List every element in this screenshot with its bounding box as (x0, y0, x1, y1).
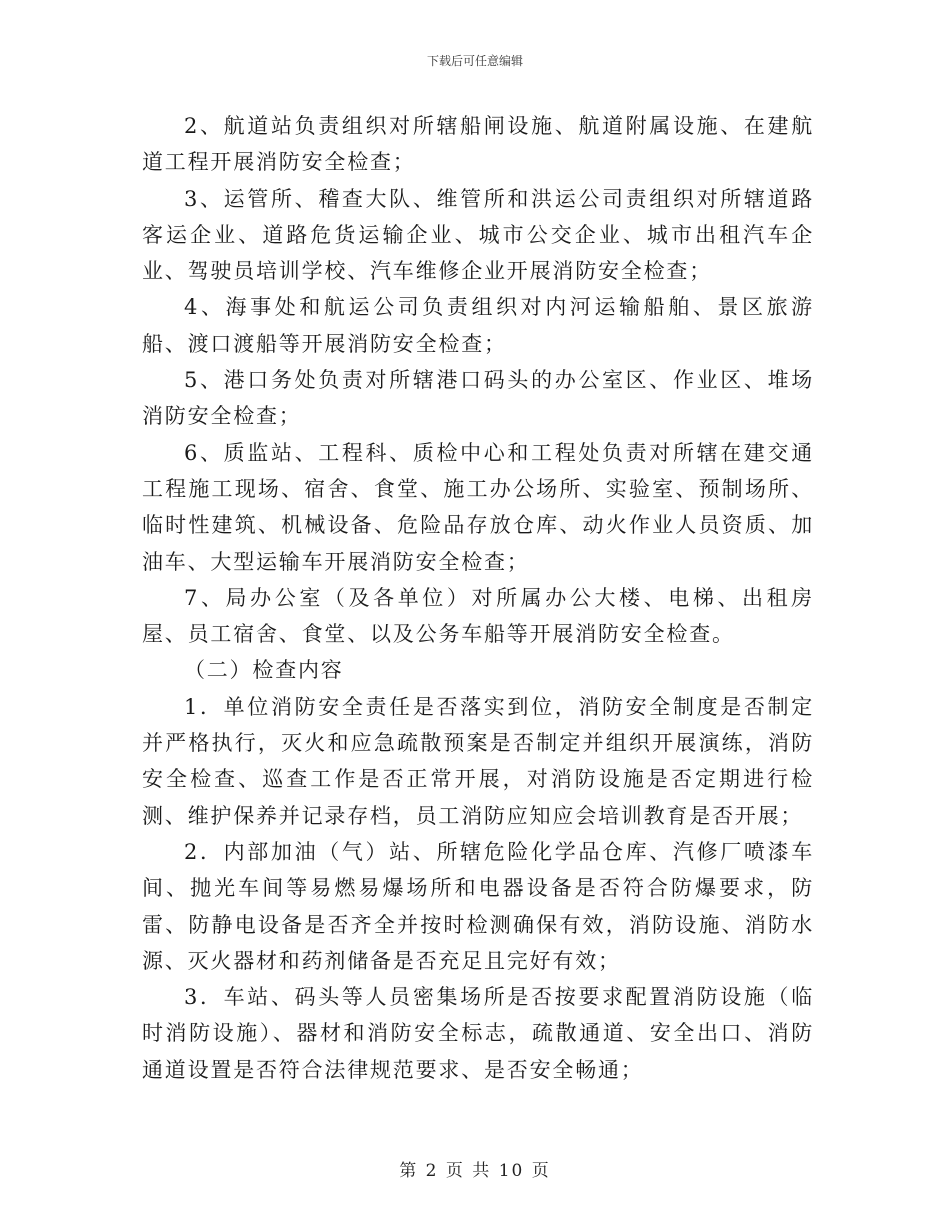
paragraph-4: 4、海事处和航运公司负责组织对内河运输船舶、景区旅游船、渡口渡船等开展消防安全检查； (142, 295, 814, 356)
paragraph-6: 6、质监站、工程科、质检中心和工程处负责对所辖在建交通工程施工现场、宿舍、食堂、施工办公场所、实验室、预制场所、临时性建筑、机械设备、危险品存放仓库、动火作业人员资质、加油车、大型运输车开展消防安全检查； (142, 440, 814, 574)
paragraph-5: 5、港口务处负责对所辖港口码头的办公室区、作业区、堆场消防安全检查； (142, 368, 814, 429)
page-header: 下载后可任意编辑 (426, 54, 523, 68)
paragraph-2: 2、航道站负责组织对所辖船闸设施、航道附属设施、在建航道工程开展消防安全检查； (142, 114, 814, 175)
paragraph-3: 3、运管所、稽查大队、维管所和洪运公司责组织对所辖道路客运企业、道路危货运输企业、城市公交企业、城市出租汽车企业、驾驶员培训学校、汽车维修企业开展消防安全检查； (142, 186, 814, 284)
content-item-3: 3．车站、码头等人员密集场所是否按要求配置消防设施（临时消防设施）、器材和消防安全标志，疏散通道、安全出口、消防通道设置是否符合法律规范要求、是否安全畅通； (142, 985, 814, 1082)
page-number-footer: 第 2 页 共 10 页 (399, 1161, 551, 1181)
document-body (142, 108, 814, 1088)
content-item-2: 2．内部加油（气）站、所辖危险化学品仓库、汽修厂喷漆车间、抛光车间等易燃易爆场所和电器设备是否符合防爆要求，防雷、防静电设备是否齐全并按时检测确保有效，消防设施、消防水源、灭火器材和药剂储备是否充足且完好有效； (142, 839, 814, 973)
paragraph-7: 7、局办公室（及各单位）对所属办公大楼、电梯、出租房屋、员工宿舍、食堂、以及公务车船等开展消防安全检查。 (142, 585, 814, 647)
content-item-1: 1．单位消防安全责任是否落实到位，消防安全制度是否制定并严格执行，灭火和应急疏散预案是否制定并组织开展演练，消防安全检查、巡查工作是否正常开展，对消防设施是否定期进行检测、维护保养并记录存档，员工消防应知应会培训教育是否开展； (142, 694, 814, 828)
section-heading: （二）检查内容 (184, 658, 344, 683)
